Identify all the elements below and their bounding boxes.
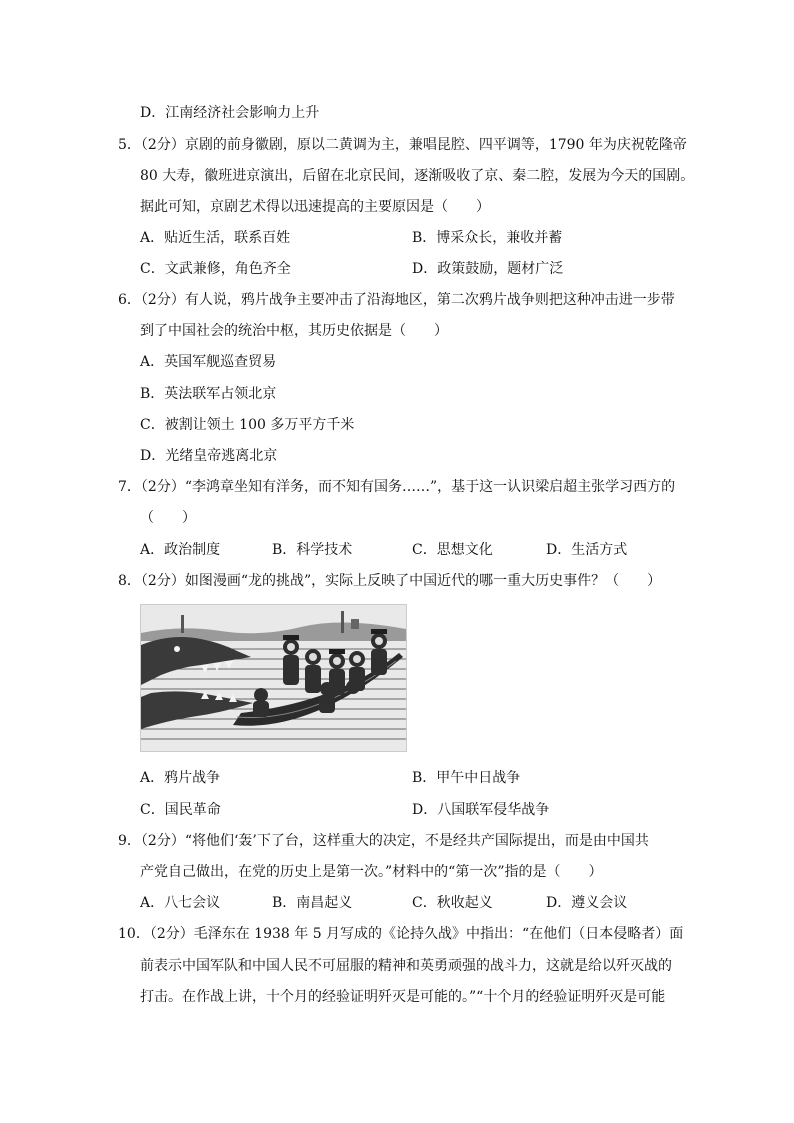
q8-stem-line-1: 8．（2分）如图漫画“龙的挑战”，实际上反映了中国近代的哪一重大历史事件？（ ） <box>118 573 662 589</box>
q9-stem-line-1: 9．（2分）“将他们‘轰’下了台，这样重大的决定，不是经共产国际提出，而是由中国共 <box>118 833 649 849</box>
q6-stem-line-2: 到了中国社会的统治中枢，其历史依据是（ ） <box>140 323 448 339</box>
q6-option-c: C．被割让领土 100 多万平方千米 <box>140 417 355 433</box>
q5-option-c: C．文武兼修，角色齐全 <box>140 261 291 277</box>
q5-stem-line-2: 80 大寿，徽班进京演出，后留在北京民间，逐渐吸收了京、秦二腔，发展为今天的国剧。 <box>140 168 695 184</box>
q10-stem-line-1: 10．（2分）毛泽东在 1938 年 5 月写成的《论持久战》中指出：“在他们（日本侵略者）面 <box>118 926 684 942</box>
q10-stem-line-2: 前表示中国军队和中国人民不可屈服的精神和英勇顽强的战斗力，这就是给以歼灭战的 <box>140 958 672 974</box>
q9-option-c: C．秋收起义 <box>412 895 493 911</box>
q6-option-d: D．光绪皇帝逃离北京 <box>140 448 278 464</box>
q5-option-a: A．贴近生活，联系百姓 <box>140 230 291 246</box>
q9-option-a: A．八七会议 <box>140 895 221 911</box>
q10-stem-line-3: 打击。在作战上讲，十个月的经验证明歼灭是可能的。”“十个月的经验证明歼灭是可能 <box>140 989 666 1005</box>
q7-option-b: B．科学技术 <box>272 542 353 558</box>
q9-option-d: D．遵义会议 <box>546 895 628 911</box>
q7-option-a: A．政治制度 <box>140 542 221 558</box>
dragon-challenge-cartoon <box>140 604 407 752</box>
q7-stem-line-1: 7．（2分）“李鸿章坐知有洋务，而不知有国务……”，基于这一认识梁启超主张学习西方的 <box>118 479 676 495</box>
q8-option-d: D．八国联军侵华战争 <box>412 802 550 818</box>
q9-stem-line-2: 产党自己做出，在党的历史上是第一次。”材料中的“第一次”指的是（ ） <box>140 864 603 880</box>
q5-stem-line-3: 据此可知，京剧艺术得以迅速提高的主要原因是（ ） <box>140 199 490 215</box>
q5-option-d: D．政策鼓励，题材广泛 <box>412 261 564 277</box>
q8-option-c: C．国民革命 <box>140 802 221 818</box>
q6-option-b: B．英法联军占领北京 <box>140 386 277 402</box>
q5-option-b: B．博采众长，兼收并蓄 <box>412 230 563 246</box>
q4-option-d: D．江南经济社会影响力上升 <box>140 105 320 121</box>
q6-stem-line-1: 6．（2分）有人说，鸦片战争主要冲击了沿海地区，第二次鸦片战争则把这种冲击进一步带 <box>118 292 675 308</box>
q7-option-d: D．生活方式 <box>546 542 628 558</box>
q7-option-c: C．思想文化 <box>412 542 493 558</box>
q9-option-b: B．南昌起义 <box>272 895 353 911</box>
q7-stem-line-2: （ ） <box>140 510 196 526</box>
q8-option-a: A．鸦片战争 <box>140 770 221 786</box>
q5-stem-line-1: 5．（2分）京剧的前身徽剧，原以二黄调为主，兼唱昆腔、四平调等，1790 年为庆祝乾隆帝 <box>118 137 687 153</box>
q6-option-a: A．英国军舰巡查贸易 <box>140 354 277 370</box>
q8-option-b: B．甲午中日战争 <box>412 770 521 786</box>
